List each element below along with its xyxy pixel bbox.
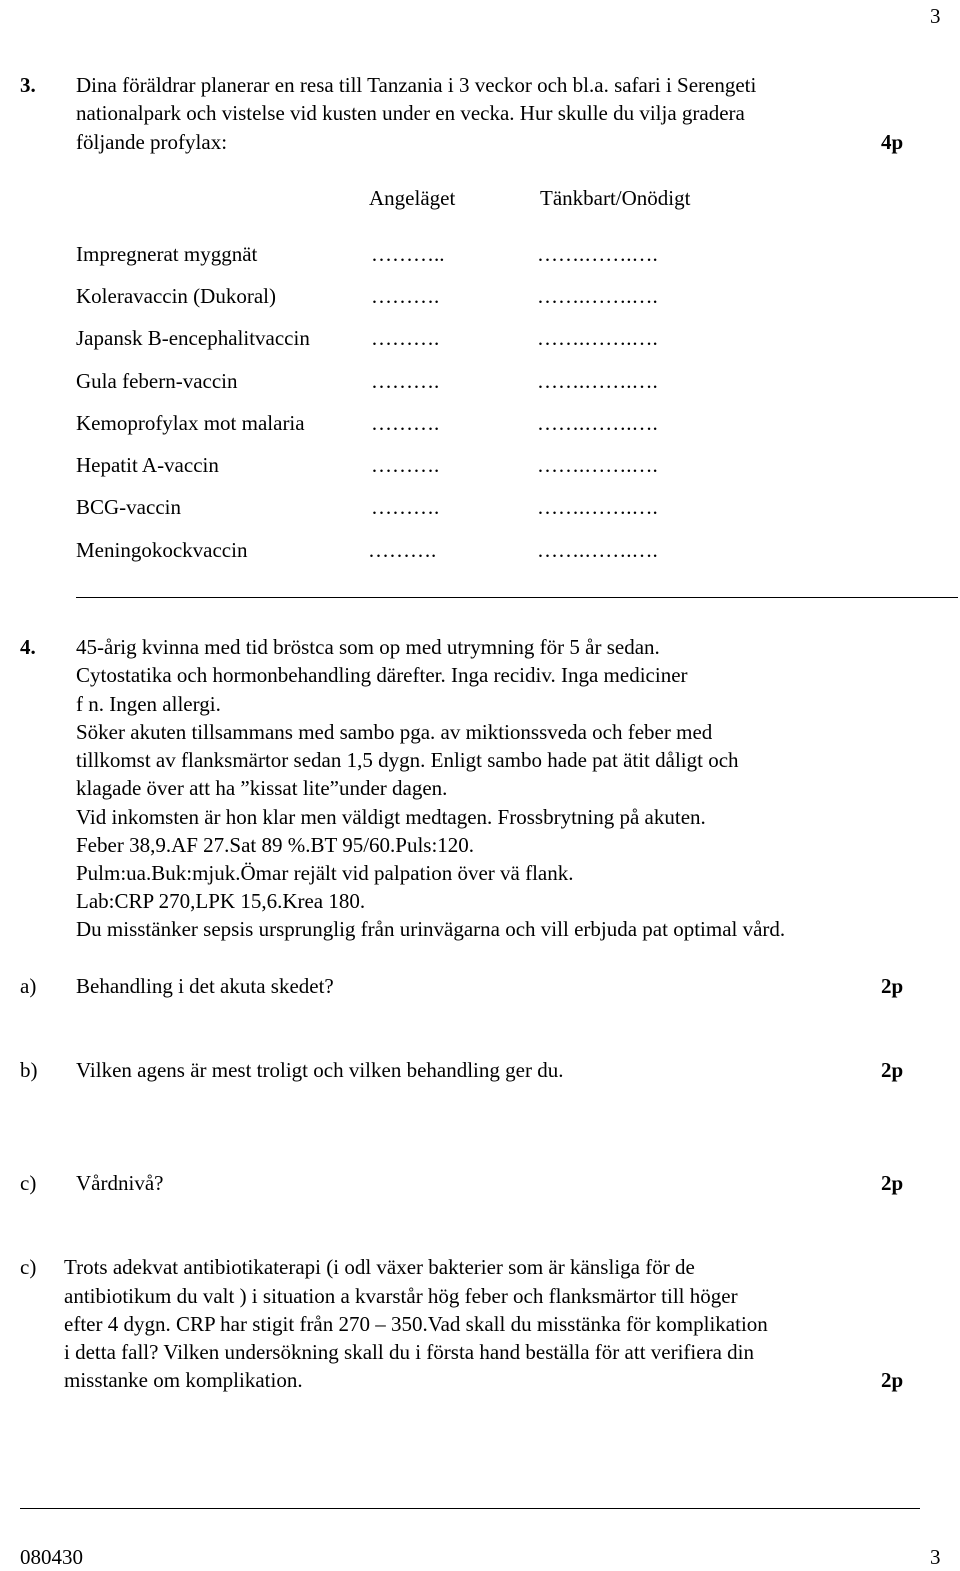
- answer-blank-tankbart: …….…….….: [537, 453, 658, 477]
- profylax-label: Kemoprofylax mot malaria: [76, 411, 305, 435]
- answer-blank-tankbart: …….…….….: [537, 411, 658, 435]
- answer-blank-tankbart: …….…….….: [537, 326, 658, 350]
- question-4-line: Söker akuten tillsammans med sambo pga. av miktionssveda och feber med: [76, 720, 713, 744]
- footer-code: 080430: [20, 1545, 83, 1569]
- profylax-label: BCG-vaccin: [76, 495, 181, 519]
- answer-blank-angelaget: ……….: [371, 326, 440, 350]
- answer-blank-angelaget: ……….: [368, 538, 437, 562]
- sub-question-points: 2p: [881, 1368, 904, 1392]
- question-4-line: Feber 38,9.AF 27.Sat 89 %.BT 95/60.Puls:120.: [76, 833, 475, 857]
- question-3-line: nationalpark och vistelse vid kusten under en vecka. Hur skulle du vilja gradera: [76, 101, 745, 125]
- answer-blank-angelaget: ……….: [371, 453, 440, 477]
- question-3-number: 3.: [20, 73, 36, 97]
- answer-blank-tankbart: …….…….….: [537, 242, 658, 266]
- question-4-line: Du misstänker sepsis ursprunglig från urinvägarna och vill erbjuda pat optimal vård.: [76, 917, 786, 941]
- question-4-line: Vid inkomsten är hon klar men väldigt medtagen. Frossbrytning på akuten.: [76, 805, 706, 829]
- question-4-line: klagade över att ha ”kissat lite”under dagen.: [76, 776, 448, 800]
- sub-question-line: i detta fall? Vilken undersökning skall du i första hand beställa för att verifiera din: [64, 1340, 754, 1364]
- answer-blank-angelaget: ……….: [371, 411, 440, 435]
- answer-blank-angelaget: ……….: [371, 495, 440, 519]
- footer-divider: [20, 1508, 920, 1509]
- sub-question-text: Vårdnivå?: [76, 1171, 164, 1195]
- question-4-line: f n. Ingen allergi.: [76, 692, 221, 716]
- sub-question-line: Trots adekvat antibiotikaterapi (i odl växer bakterier som är känsliga för de: [64, 1255, 695, 1279]
- sub-question-points: 2p: [881, 1171, 904, 1195]
- column-header-angelaget: Angeläget: [369, 186, 456, 210]
- answer-blank-tankbart: …….…….….: [537, 369, 658, 393]
- profylax-label: Hepatit A-vaccin: [76, 453, 219, 477]
- answer-blank-angelaget: ……….: [371, 369, 440, 393]
- sub-question-letter: c): [20, 1255, 37, 1279]
- sub-question-line: efter 4 dygn. CRP har stigit från 270 – 350.Vad skall du misstänka för komplikation: [64, 1312, 768, 1336]
- sub-question-letter: c): [20, 1171, 37, 1195]
- question-4-number: 4.: [20, 635, 36, 659]
- question-4-line: Cytostatika och hormonbehandling därefter. Inga recidiv. Inga mediciner: [76, 663, 688, 687]
- sub-question-points: 2p: [881, 974, 904, 998]
- question-4-line: Lab:CRP 270,LPK 15,6.Krea 180.: [76, 889, 366, 913]
- answer-blank-tankbart: …….…….….: [537, 495, 658, 519]
- sub-question-points: 2p: [881, 1058, 904, 1082]
- header-page-number: 3: [930, 4, 941, 28]
- column-header-tankbart: Tänkbart/Onödigt: [540, 186, 691, 210]
- profylax-label: Meningokockvaccin: [76, 538, 248, 562]
- answer-blank-angelaget: ………..: [371, 242, 445, 266]
- answer-blank-tankbart: …….…….….: [537, 538, 658, 562]
- question-4-line: 45-årig kvinna med tid bröstca som op med utrymning för 5 år sedan.: [76, 635, 660, 659]
- profylax-label: Impregnerat myggnät: [76, 242, 258, 266]
- question-4-line: Pulm:ua.Buk:mjuk.Ömar rejält vid palpation över vä flank.: [76, 861, 574, 885]
- sub-question-text: Vilken agens är mest troligt och vilken behandling ger du.: [76, 1058, 564, 1082]
- sub-question-text: Behandling i det akuta skedet?: [76, 974, 334, 998]
- answer-blank-angelaget: ……….: [371, 284, 440, 308]
- section-divider: [76, 597, 958, 598]
- question-3-line: följande profylax:: [76, 130, 228, 154]
- question-3-points: 4p: [881, 130, 904, 154]
- profylax-label: Gula febern-vaccin: [76, 369, 238, 393]
- profylax-label: Japansk B-encephalitvaccin: [76, 326, 310, 350]
- profylax-label: Koleravaccin (Dukoral): [76, 284, 276, 308]
- question-4-line: tillkomst av flanksmärtor sedan 1,5 dygn. Enligt sambo hade pat ätit dåligt och: [76, 748, 739, 772]
- sub-question-line: misstanke om komplikation.: [64, 1368, 303, 1392]
- sub-question-letter: b): [20, 1058, 38, 1082]
- question-3-line: Dina föräldrar planerar en resa till Tanzania i 3 veckor och bl.a. safari i Serengeti: [76, 73, 757, 97]
- footer-page-number: 3: [930, 1545, 941, 1569]
- answer-blank-tankbart: …….…….….: [537, 284, 658, 308]
- sub-question-letter: a): [20, 974, 37, 998]
- sub-question-line: antibiotikum du valt ) i situation a kvarstår hög feber och flanksmärtor till höger: [64, 1284, 738, 1308]
